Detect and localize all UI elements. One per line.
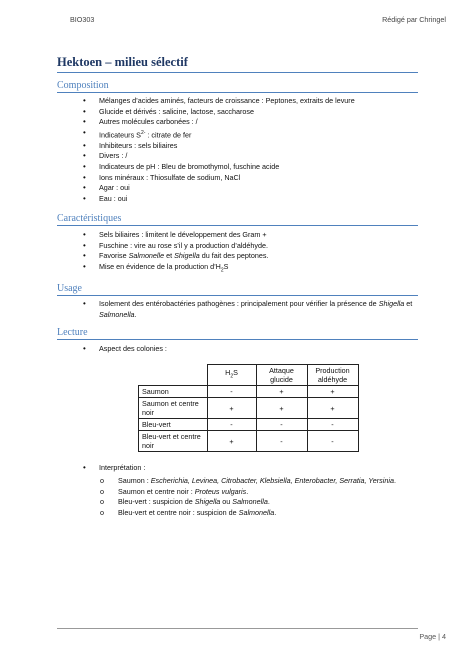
table-header-row	[139, 365, 359, 386]
table-cell: -	[207, 419, 256, 431]
table-row-label: Bleu-vert	[139, 419, 208, 431]
page-number: Page | 4	[419, 632, 446, 641]
list-item: • Inhibiteurs : sels biliaires	[83, 141, 355, 152]
table-row	[139, 398, 359, 419]
section-heading-usage: Usage	[57, 283, 418, 296]
table-row	[139, 431, 359, 452]
table-cell: +	[307, 386, 358, 398]
list-item: o Saumon : Escherichia, Levinea, Citrobacter, Klebsiella, Enterobacter, Serratia, Yersinia.	[100, 476, 420, 487]
list-item: • Ions minéraux : Thiosulfate de sodium, NaCl	[83, 173, 355, 184]
list-item: o Saumon et centre noir : Proteus vulgaris.	[100, 487, 420, 498]
section-heading-caracteristiques: Caractéristiques	[57, 213, 418, 226]
table-row-label: Bleu-vert et centre noir	[139, 431, 208, 452]
table-cell: +	[207, 431, 256, 452]
table-cell: +	[256, 386, 307, 398]
header-author: Rédigé par Chringel	[382, 15, 446, 24]
list-item: o Bleu-vert et centre noir : suspicion de Salmonella.	[100, 508, 420, 519]
header-course-code: BIO303	[70, 15, 95, 24]
interpretation-sublist	[100, 476, 420, 518]
lecture-list	[83, 344, 167, 355]
table-row	[139, 419, 359, 431]
list-item: • Favorise Salmonelle et Shigella du fait des peptones.	[83, 251, 268, 262]
table-cell: +	[207, 398, 256, 419]
list-item: • Eau : oui	[83, 194, 355, 205]
colony-aspect-table	[138, 364, 359, 452]
list-item: o Bleu-vert : suspicion de Shigella ou Salmonella.	[100, 497, 420, 508]
table-cell: -	[307, 419, 358, 431]
caracteristiques-list	[83, 230, 268, 276]
section-heading-lecture: Lecture	[57, 327, 418, 340]
table-header-cell: Attaque glucide	[256, 365, 307, 386]
table-header-cell: $H_2S$	[207, 365, 256, 386]
list-item: • Mélanges d’acides aminés, facteurs de croissance : Peptones, extraits de levure	[83, 96, 355, 107]
table-cell: -	[207, 386, 256, 398]
list-item: • Aspect des colonies :	[83, 344, 167, 355]
list-item: • Glucide et dérivés : salicine, lactose, saccharose	[83, 107, 355, 118]
list-item: • Indicateurs de pH : Bleu de bromothymol, fuschine acide	[83, 162, 355, 173]
list-item: • Fuschine : vire au rose s’il y a production d’aldéhyde.	[83, 241, 268, 252]
table-cell: +	[307, 398, 358, 419]
interpretation-list	[83, 463, 145, 474]
table-corner-cell	[139, 365, 208, 386]
usage-list	[83, 299, 413, 320]
list-item: • Mise en évidence de la production $d’H_2S$	[83, 262, 268, 276]
table-cell: -	[307, 431, 358, 452]
list-item: • Divers : /	[83, 151, 355, 162]
composition-list	[83, 96, 355, 204]
table-row	[139, 386, 359, 398]
table-row-label: Saumon	[139, 386, 208, 398]
table-row-label: Saumon et centre noir	[139, 398, 208, 419]
list-item: • Agar : oui	[83, 183, 355, 194]
page-title: Hektoen – milieu sélectif	[57, 55, 418, 73]
list-item: • Sels biliaires : limitent le développement des Gram +	[83, 230, 268, 241]
table-cell: -	[256, 431, 307, 452]
list-item: • Autres molécules carbonées : /	[83, 117, 355, 128]
table-cell: -	[256, 419, 307, 431]
list-item: • Indicateurs $S^{2-}$ : citrate de fer	[83, 128, 355, 141]
list-item: • Isolement des entérobactéries pathogènes : principalement pour vérifier la présence de Shigella et Salmonella.	[83, 299, 413, 320]
section-heading-composition: Composition	[57, 80, 418, 93]
list-item: • Interprétation :	[83, 463, 145, 474]
footer-divider	[57, 628, 418, 629]
table-cell: +	[256, 398, 307, 419]
table-header-cell: Production aldéhyde	[307, 365, 358, 386]
